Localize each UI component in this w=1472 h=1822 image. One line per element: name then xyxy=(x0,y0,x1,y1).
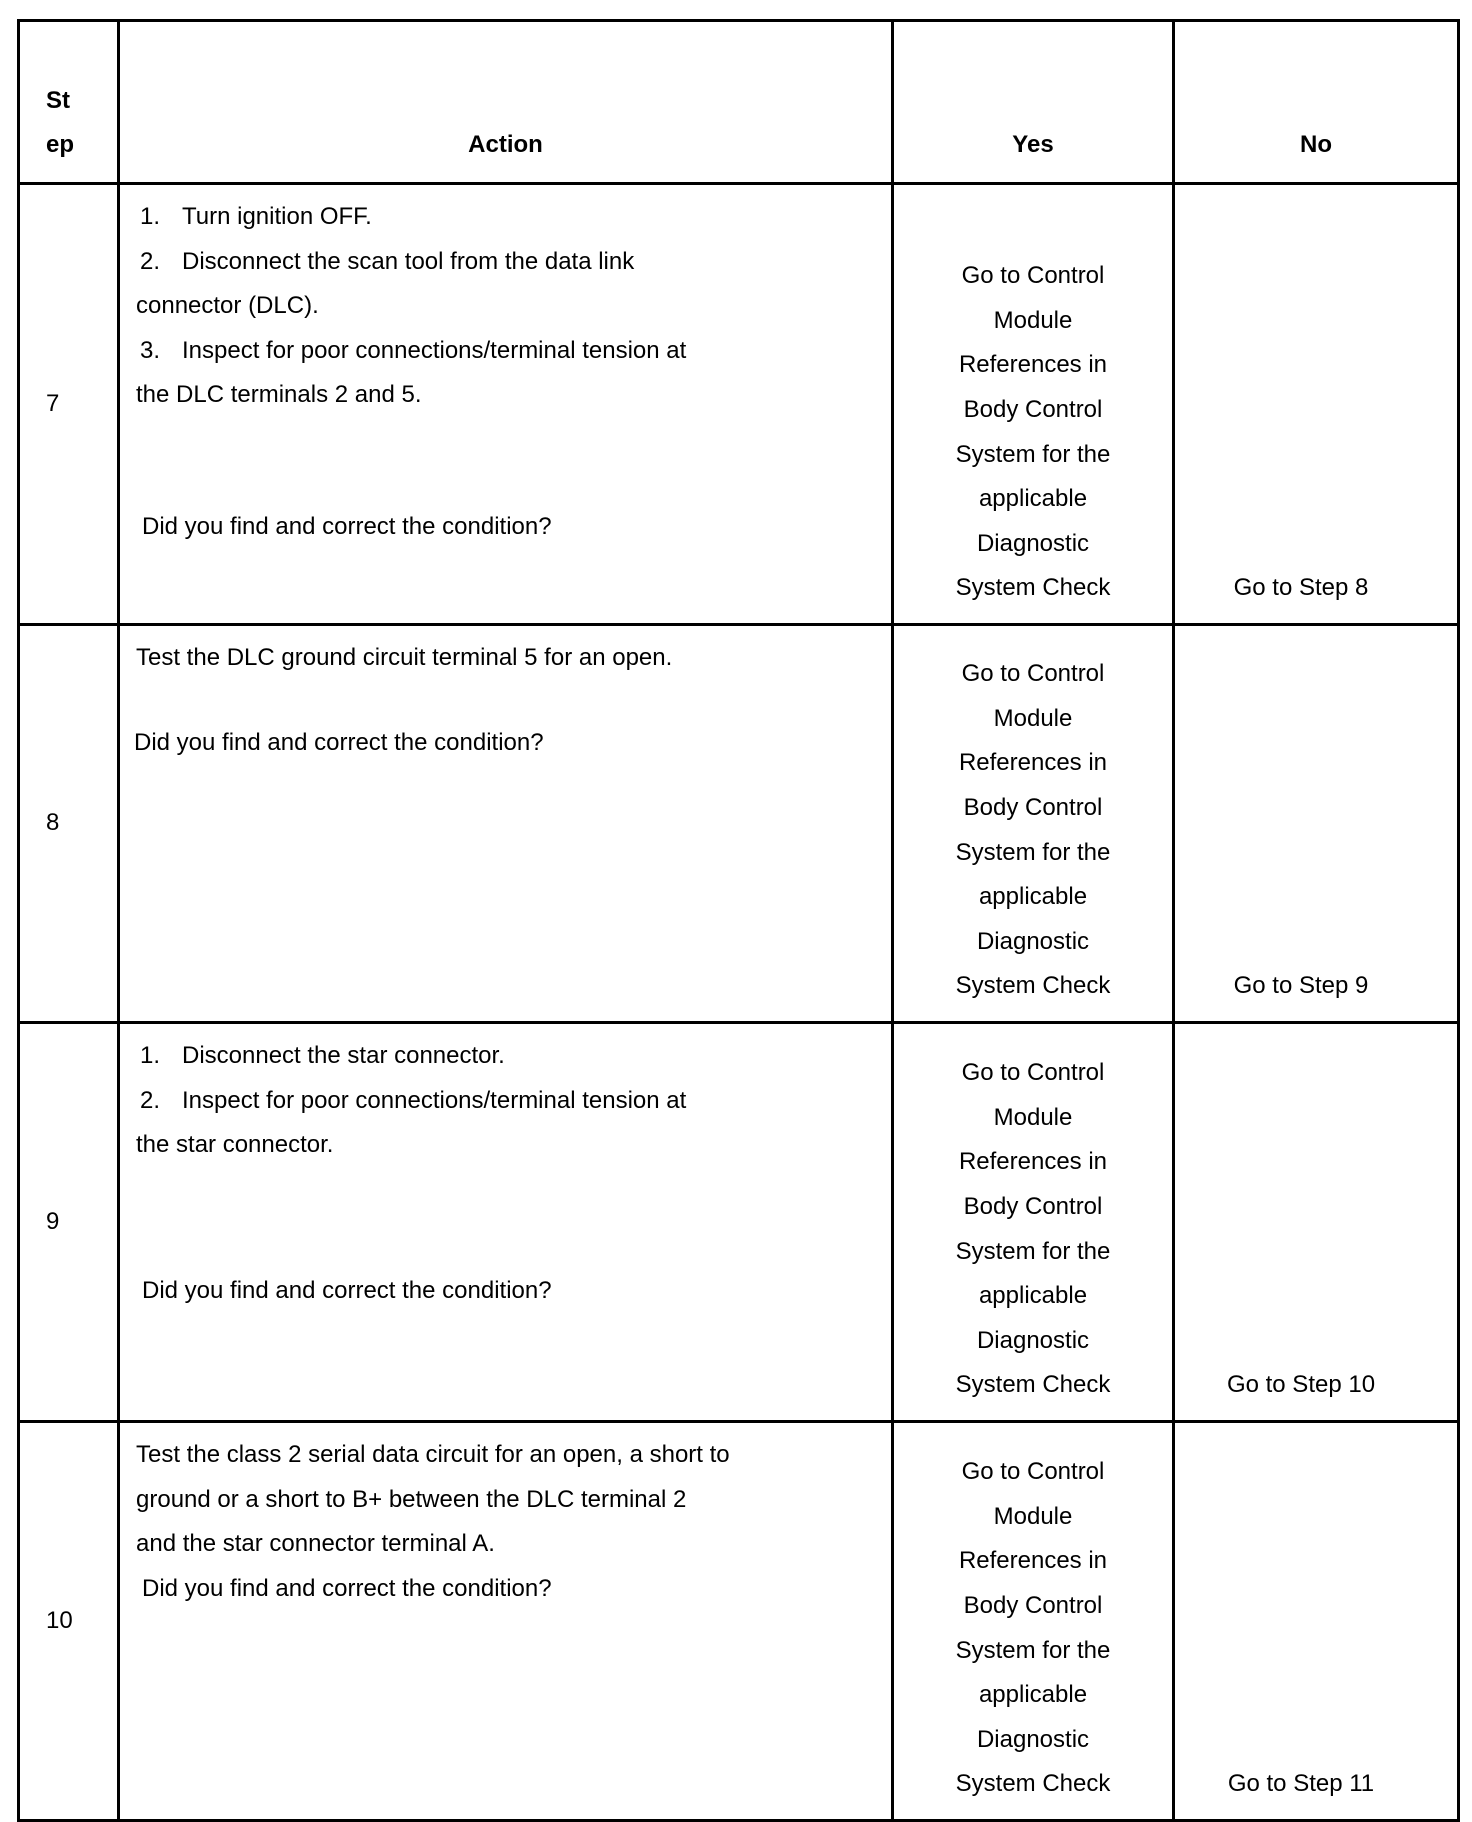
step-number: 9 xyxy=(19,1023,119,1422)
yes-line: System Check xyxy=(955,972,1111,1000)
item-text: Turn ignition OFF. xyxy=(182,203,372,230)
yes-line: Go to Control xyxy=(961,1059,1105,1087)
item-text: Disconnect the scan tool from the data link xyxy=(182,247,635,275)
item-text: Inspect for poor connections/terminal tension at xyxy=(182,1086,687,1114)
action-question: Did you find and correct the condition? xyxy=(142,1574,552,1602)
yes-line: applicable xyxy=(978,1282,1088,1310)
diagnostic-table xyxy=(17,19,1460,1822)
action-cell xyxy=(119,184,893,625)
step-number: 7 xyxy=(19,184,119,625)
item-text-continued: the star connector. xyxy=(136,1131,334,1159)
yes-line: System for the xyxy=(955,1237,1111,1265)
yes-line: Body Control xyxy=(963,396,1103,424)
header-no: No xyxy=(1174,21,1459,184)
item-number: 2. xyxy=(140,1086,161,1114)
yes-line: System for the xyxy=(955,440,1111,468)
yes-line: Module xyxy=(993,1502,1073,1530)
action-step-item xyxy=(136,240,891,285)
item-number: 1. xyxy=(140,1042,161,1069)
step-row xyxy=(19,184,1459,625)
yes-line: Body Control xyxy=(963,1193,1103,1221)
no-cell: Go to Step 11 xyxy=(1174,1422,1459,1821)
yes-line: System for the xyxy=(955,1636,1111,1664)
yes-line: System for the xyxy=(955,838,1111,866)
header-step-line: St xyxy=(46,86,70,114)
no-cell: Go to Step 8 xyxy=(1174,184,1459,625)
header-yes: Yes xyxy=(893,21,1174,184)
yes-line: References in xyxy=(958,351,1108,379)
yes-line: Go to Control xyxy=(961,660,1105,688)
yes-line: System Check xyxy=(955,1770,1111,1798)
yes-cell xyxy=(893,184,1174,625)
header-step-line: ep xyxy=(46,131,75,159)
no-cell: Go to Step 9 xyxy=(1174,625,1459,1023)
yes-line: applicable xyxy=(978,1681,1088,1709)
action-step-item xyxy=(136,1079,891,1124)
yes-cell xyxy=(893,625,1174,1023)
yes-line: Go to Control xyxy=(961,262,1105,290)
action-cell xyxy=(119,1023,893,1422)
yes-line: References in xyxy=(958,1547,1108,1575)
step-row xyxy=(19,1422,1459,1821)
header-step xyxy=(19,21,119,184)
action-text-line: Test the DLC ground circuit terminal 5 for an open. xyxy=(136,644,673,671)
action-cell xyxy=(119,1422,893,1821)
header-action: Action xyxy=(119,21,893,184)
yes-line: System Check xyxy=(955,1371,1111,1399)
yes-line: Module xyxy=(993,306,1073,334)
yes-cell xyxy=(893,1023,1174,1422)
no-cell: Go to Step 10 xyxy=(1174,1023,1459,1422)
action-step-item xyxy=(136,195,891,240)
action-question: Did you find and correct the condition? xyxy=(142,1277,552,1304)
yes-line: References in xyxy=(958,1148,1108,1176)
action-step-item xyxy=(136,329,891,374)
step-row xyxy=(19,625,1459,1023)
item-text: Inspect for poor connections/terminal tension at xyxy=(182,336,687,364)
action-step-item xyxy=(136,1034,891,1079)
yes-line: applicable xyxy=(978,485,1088,513)
action-question: Did you find and correct the condition? xyxy=(142,513,552,540)
yes-line: Diagnostic xyxy=(976,1326,1090,1354)
yes-line: Module xyxy=(993,704,1073,732)
yes-line: Go to Control xyxy=(961,1458,1105,1486)
yes-line: Diagnostic xyxy=(976,927,1090,955)
step-row xyxy=(19,1023,1459,1422)
action-text-line: and the star connector terminal A. xyxy=(136,1530,495,1558)
item-text: Disconnect the star connector. xyxy=(182,1042,505,1069)
yes-line: Diagnostic xyxy=(976,1725,1090,1753)
step-number: 8 xyxy=(19,625,119,1023)
item-text-continued: connector (DLC). xyxy=(136,292,319,320)
yes-line: References in xyxy=(958,749,1108,777)
yes-line: applicable xyxy=(978,883,1088,911)
action-text-line: Test the class 2 serial data circuit for an open, a short to xyxy=(136,1441,730,1468)
item-number: 3. xyxy=(140,336,161,364)
action-text-line: ground or a short to B+ between the DLC terminal 2 xyxy=(136,1485,687,1513)
yes-cell xyxy=(893,1422,1174,1821)
yes-line: Body Control xyxy=(963,794,1103,822)
header-row xyxy=(19,21,1459,184)
yes-line: System Check xyxy=(955,574,1111,602)
step-number: 10 xyxy=(19,1422,119,1821)
item-number: 1. xyxy=(140,203,161,230)
item-number: 2. xyxy=(140,247,161,275)
action-cell xyxy=(119,625,893,1023)
action-question: Did you find and correct the condition? xyxy=(134,729,544,756)
yes-line: Diagnostic xyxy=(976,529,1090,557)
item-text-continued: the DLC terminals 2 and 5. xyxy=(136,381,422,409)
yes-line: Body Control xyxy=(963,1592,1103,1620)
yes-line: Module xyxy=(993,1103,1073,1131)
